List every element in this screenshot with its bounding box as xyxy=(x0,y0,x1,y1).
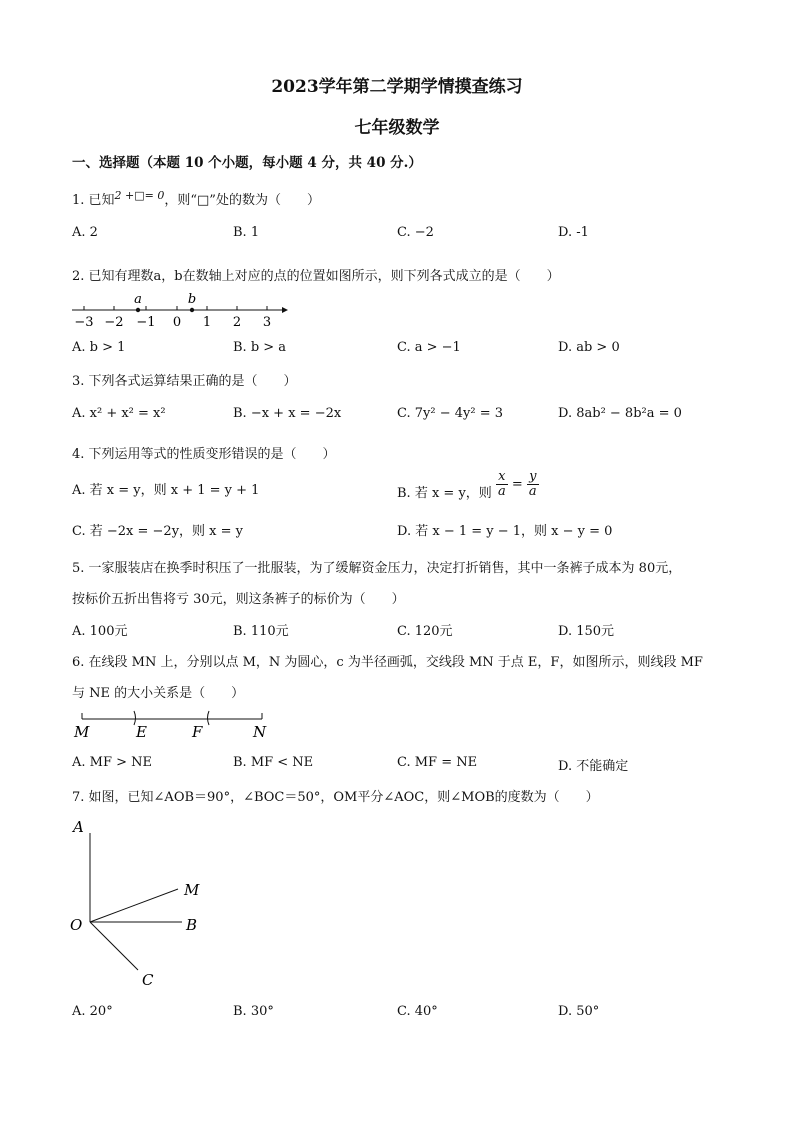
question-3-option-d[interactable]: D. 8ab² − 8b²a = 0 xyxy=(558,406,682,421)
question-3-option-b[interactable]: B. −x + x = −2x xyxy=(233,406,342,421)
question-2-option-d[interactable]: D. ab > 0 xyxy=(558,340,620,355)
point-b-label: b xyxy=(187,292,197,307)
question-1-suffix: ，则“□”处的数为（ ） xyxy=(164,193,320,208)
question-6-option-d[interactable]: D. 不能确定 xyxy=(558,759,629,774)
label-f: F xyxy=(192,723,203,741)
question-4-option-c[interactable]: C. 若 −2x = −2y，则 x = y xyxy=(72,524,244,539)
number-line-arrow xyxy=(282,307,288,313)
question-5-option-d[interactable]: D. 150元 xyxy=(558,624,615,639)
question-5-stem-line1: 5. 一家服装店在换季时积压了一批服装，为了缓解资金压力，决定打折销售，其中一条裤子成本为 80元， xyxy=(72,561,682,576)
question-1-option-a[interactable]: A. 2 xyxy=(72,225,98,240)
question-1-prefix: 1. 已知 xyxy=(72,193,115,208)
label-e: E xyxy=(136,723,147,741)
section-heading: 一、选择题（本题 10 个小题，每小题 4 分，共 40 分.） xyxy=(72,155,422,171)
question-7-stem: 7. 如图，已知∠AOB＝90°，∠BOC＝50°，OM平分∠AOC，则∠MOB的度数为（ ） xyxy=(72,790,599,805)
question-6-stem-line1: 6. 在线段 MN 上，分别以点 M，N 为圆心，c 为半径画弧，交线段 MN 于点 E，F，如图所示，则线段 MF xyxy=(72,655,703,670)
tick-label: −1 xyxy=(136,315,156,330)
question-7-option-c[interactable]: C. 40° xyxy=(397,1004,438,1019)
arc-at-f xyxy=(208,711,210,725)
question-4-option-a[interactable]: A. 若 x = y，则 x + 1 = y + 1 xyxy=(72,483,260,498)
label-m: M xyxy=(184,881,200,899)
question-2-option-a[interactable]: A. b > 1 xyxy=(72,340,126,355)
question-5-option-b[interactable]: B. 110元 xyxy=(233,624,289,639)
segment-mn-figure xyxy=(68,706,278,744)
number-line-figure xyxy=(68,290,298,332)
question-3-stem: 3. 下列各式运算结果正确的是（ ） xyxy=(72,374,297,389)
tick-label: 0 xyxy=(172,315,182,330)
label-o: O xyxy=(70,916,83,934)
question-2-option-b[interactable]: B. b > a xyxy=(233,340,287,355)
label-n: N xyxy=(253,723,267,741)
fraction-y-over-a: $\frac{y}{a}$ xyxy=(528,469,537,499)
question-1-stem xyxy=(72,189,320,208)
number-line-ticks xyxy=(84,306,267,310)
question-6-option-b[interactable]: B. MF < NE xyxy=(233,755,314,770)
label-c: C xyxy=(142,971,154,989)
question-3-option-a[interactable]: A. x² + x² = x² xyxy=(72,406,166,421)
question-2-option-c[interactable]: C. a > −1 xyxy=(397,340,461,355)
question-6-stem-line2: 与 NE 的大小关系是（ ） xyxy=(72,686,245,701)
ray-oc xyxy=(90,922,138,970)
label-b: B xyxy=(186,916,198,934)
fraction-equals: = xyxy=(511,477,523,492)
question-5-stem-line2: 按标价五折出售将亏 30元，则这条裤子的标价为（ ） xyxy=(72,592,405,607)
tick-label: 2 xyxy=(232,315,242,330)
page-subtitle: 七年级数学 xyxy=(354,118,440,138)
point-a-dot xyxy=(136,308,140,312)
question-4-option-b[interactable] xyxy=(397,470,539,499)
question-5-option-a[interactable]: A. 100元 xyxy=(72,624,128,639)
question-3-option-c[interactable]: C. 7y² − 4y² = 3 xyxy=(397,406,503,421)
tick-label: 1 xyxy=(202,315,212,330)
question-1-option-b[interactable]: B. 1 xyxy=(233,225,260,240)
question-4-option-b-text: B. 若 x = y，则 xyxy=(397,486,492,501)
question-4-stem: 4. 下列运用等式的性质变形错误的是（ ） xyxy=(72,447,336,462)
question-1-option-d[interactable]: D. -1 xyxy=(558,225,589,240)
question-6-option-c[interactable]: C. MF = NE xyxy=(397,755,478,770)
question-2-stem: 2. 已知有理数a，b在数轴上对应的点的位置如图所示，则下列各式成立的是（ ） xyxy=(72,269,560,284)
question-1-option-c[interactable]: C. −2 xyxy=(397,225,434,240)
point-a-label: a xyxy=(134,292,142,307)
ray-om xyxy=(90,889,178,922)
question-7-option-b[interactable]: B. 30° xyxy=(233,1004,274,1019)
question-7-option-d[interactable]: D. 50° xyxy=(558,1004,600,1019)
question-5-option-c[interactable]: C. 120元 xyxy=(397,624,453,639)
point-b-dot xyxy=(190,308,194,312)
label-m: M xyxy=(74,723,90,741)
tick-label: −2 xyxy=(104,315,124,330)
question-1-math: 2 +□= 0 xyxy=(114,189,165,202)
page-title: 2023学年第二学期学情摸查练习 xyxy=(271,77,523,97)
question-7-option-a[interactable]: A. 20° xyxy=(72,1004,113,1019)
tick-label: 3 xyxy=(262,315,272,330)
question-4-option-d[interactable]: D. 若 x − 1 = y − 1，则 x − y = 0 xyxy=(397,524,613,539)
angle-figure xyxy=(64,812,224,992)
label-a: A xyxy=(73,818,84,836)
fraction-x-over-a: $\frac{x}{a}$ xyxy=(497,469,506,499)
tick-label: −3 xyxy=(74,315,94,330)
question-6-option-a[interactable]: A. MF > NE xyxy=(72,755,153,770)
